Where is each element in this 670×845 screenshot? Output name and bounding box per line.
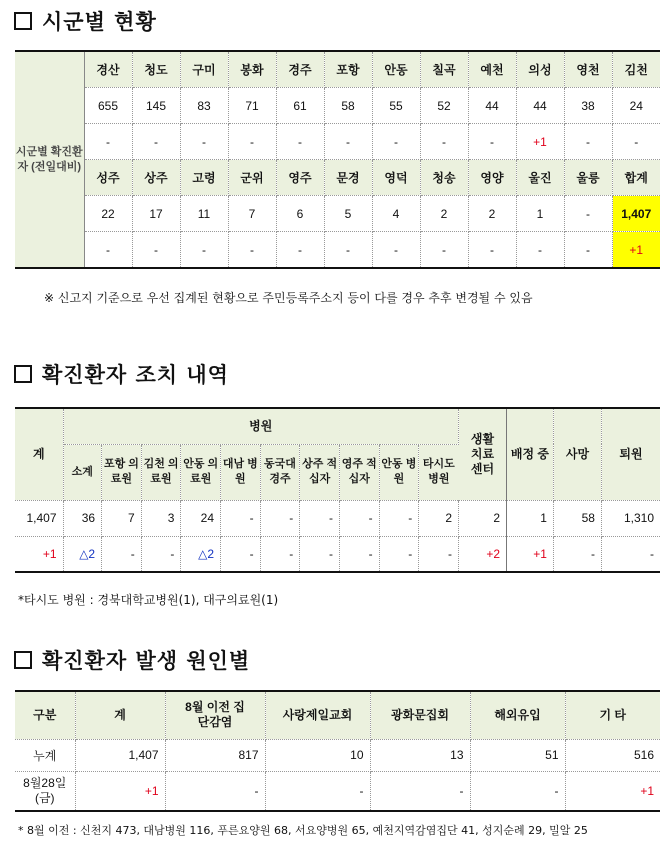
delta-cell: -: [564, 124, 612, 160]
city-header: 봉화: [228, 51, 276, 88]
delta-cell: -: [339, 536, 379, 572]
section-title-by-city: 시군별 현황: [14, 6, 157, 36]
count-cell: 145: [132, 88, 180, 124]
sub-header: 안동 의료원: [181, 444, 221, 500]
city-header: 고령: [180, 160, 228, 196]
delta-cell: -: [102, 536, 142, 572]
table-row: [15, 500, 660, 536]
count-cell: 655: [84, 88, 132, 124]
data-cell: 13: [370, 739, 470, 771]
city-header: 구미: [180, 51, 228, 88]
data-cell: 1: [507, 500, 554, 536]
delta-cell: -: [379, 536, 419, 572]
data-cell: -: [165, 771, 265, 811]
sub-header: 안동 병원: [379, 444, 419, 500]
treatment-table: [15, 407, 660, 573]
table-row: [15, 771, 660, 811]
count-cell: 71: [228, 88, 276, 124]
delta-cell: -: [420, 124, 468, 160]
sub-header: 김천 의료원: [141, 444, 181, 500]
sub-header: 대남 병원: [221, 444, 261, 500]
column-header: 기 타: [565, 691, 660, 739]
data-cell: -: [221, 500, 261, 536]
row-label: 8월28일 (금): [15, 771, 75, 811]
delta-cell: -: [221, 536, 261, 572]
count-cell: -: [564, 196, 612, 232]
data-cell: +1: [75, 771, 165, 811]
data-cell: 7: [102, 500, 142, 536]
discharge-header: 퇴원: [601, 408, 660, 500]
footnote-hospital: *타시도 병원 : 경북대학교병원(1), 대구의료원(1): [18, 593, 279, 607]
table-row: [15, 739, 660, 771]
table-row: [15, 408, 660, 444]
table-row: [15, 536, 660, 572]
count-cell: 2: [468, 196, 516, 232]
count-cell: 83: [180, 88, 228, 124]
delta-cell: -: [419, 536, 459, 572]
data-cell: 51: [470, 739, 565, 771]
data-cell: 817: [165, 739, 265, 771]
data-cell: -: [300, 500, 340, 536]
count-cell: 4: [372, 196, 420, 232]
delta-cell: +2: [459, 536, 507, 572]
footnote-cause: * 8월 이전 : 신천지 473, 대남병원 116, 푸른요양원 68, 서요양병원 65, 예천지역감염집단 41, 성지순례 29, 밀알 25: [18, 824, 588, 837]
delta-cell: -: [228, 124, 276, 160]
count-cell: 38: [564, 88, 612, 124]
count-cell: 61: [276, 88, 324, 124]
delta-cell: -: [228, 232, 276, 269]
delta-cell: -: [324, 124, 372, 160]
delta-cell: △2: [63, 536, 102, 572]
section-title-treatment: 확진환자 조치 내역: [14, 359, 229, 389]
total-header: 합계: [612, 160, 660, 196]
row-label: 누계: [15, 739, 75, 771]
delta-cell: -: [180, 232, 228, 269]
count-cell: 22: [84, 196, 132, 232]
data-cell: 24: [181, 500, 221, 536]
column-header: 사랑제일교회: [265, 691, 370, 739]
delta-cell: +1: [15, 536, 63, 572]
delta-cell: -: [141, 536, 181, 572]
data-cell: 516: [565, 739, 660, 771]
data-cell: +1: [565, 771, 660, 811]
cause-table: [15, 690, 660, 812]
total-count-cell: 1,407: [612, 196, 660, 232]
column-header: 구분: [15, 691, 75, 739]
data-cell: 10: [265, 739, 370, 771]
city-header: 울진: [516, 160, 564, 196]
checkbox-square-icon: [14, 651, 32, 669]
delta-cell: -: [276, 124, 324, 160]
data-cell: -: [470, 771, 565, 811]
table-row: [15, 160, 660, 196]
count-cell: 7: [228, 196, 276, 232]
delta-cell: +1: [507, 536, 554, 572]
delta-cell: -: [372, 124, 420, 160]
data-cell: 1,310: [601, 500, 660, 536]
side-label: 시군별 확진환자 (전일대비): [15, 51, 84, 268]
city-header: 영양: [468, 160, 516, 196]
delta-cell: -: [84, 124, 132, 160]
count-cell: 52: [420, 88, 468, 124]
delta-cell: -: [564, 232, 612, 269]
sub-header: 영주 적십자: [339, 444, 379, 500]
death-header: 사망: [553, 408, 601, 500]
footnote-city: ※ 신고지 기준으로 우선 집계된 현황으로 주민등록주소지 등이 다를 경우 추후 변경될 수 있음: [44, 291, 533, 305]
delta-cell: -: [132, 232, 180, 269]
data-cell: -: [339, 500, 379, 536]
count-cell: 58: [324, 88, 372, 124]
delta-cell: -: [372, 232, 420, 269]
delta-cell: -: [180, 124, 228, 160]
sub-header: 타시도 병원: [419, 444, 459, 500]
city-header: 의성: [516, 51, 564, 88]
count-cell: 55: [372, 88, 420, 124]
treatment-center-header: 생활 치료 센터: [459, 408, 507, 500]
city-header: 경주: [276, 51, 324, 88]
data-cell: -: [260, 500, 300, 536]
delta-cell: -: [324, 232, 372, 269]
city-header: 성주: [84, 160, 132, 196]
delta-cell: -: [300, 536, 340, 572]
section-title-cause: 확진환자 발생 원인별: [14, 645, 250, 675]
count-cell: 44: [516, 88, 564, 124]
delta-cell: -: [468, 124, 516, 160]
table-row: [15, 124, 660, 160]
data-cell: 3: [141, 500, 181, 536]
sub-header: 포항 의료원: [102, 444, 142, 500]
delta-cell: -: [420, 232, 468, 269]
data-cell: 2: [459, 500, 507, 536]
city-header: 칠곡: [420, 51, 468, 88]
column-header: 8월 이전 집단감염: [165, 691, 265, 739]
checkbox-square-icon: [14, 365, 32, 383]
table-row: [15, 88, 660, 124]
data-cell: -: [265, 771, 370, 811]
count-cell: 44: [468, 88, 516, 124]
delta-cell: -: [612, 124, 660, 160]
column-header: 광화문집회: [370, 691, 470, 739]
delta-cell: -: [553, 536, 601, 572]
checkbox-square-icon: [14, 12, 32, 30]
sub-header: 상주 적십자: [300, 444, 340, 500]
city-header: 군위: [228, 160, 276, 196]
column-header: 계: [75, 691, 165, 739]
table-row: [15, 232, 660, 269]
count-cell: 5: [324, 196, 372, 232]
city-header: 청도: [132, 51, 180, 88]
city-header: 경산: [84, 51, 132, 88]
delta-cell: -: [468, 232, 516, 269]
sub-header: 소계: [63, 444, 102, 500]
data-cell: 58: [553, 500, 601, 536]
city-header: 영천: [564, 51, 612, 88]
assigning-header: 배정 중: [507, 408, 554, 500]
data-cell: -: [379, 500, 419, 536]
delta-cell: -: [516, 232, 564, 269]
data-cell: 1,407: [15, 500, 63, 536]
delta-cell: -: [276, 232, 324, 269]
total-delta-cell: +1: [612, 232, 660, 269]
sub-header: 동국대 경주: [260, 444, 300, 500]
count-cell: 1: [516, 196, 564, 232]
city-header: 문경: [324, 160, 372, 196]
city-header: 예천: [468, 51, 516, 88]
city-header: 김천: [612, 51, 660, 88]
city-header: 상주: [132, 160, 180, 196]
count-cell: 17: [132, 196, 180, 232]
data-cell: -: [370, 771, 470, 811]
delta-cell: △2: [181, 536, 221, 572]
data-cell: 1,407: [75, 739, 165, 771]
count-cell: 2: [420, 196, 468, 232]
city-header: 영덕: [372, 160, 420, 196]
total-header: 계: [15, 408, 63, 500]
table-row: [15, 691, 660, 739]
column-header: 해외유입: [470, 691, 565, 739]
city-status-table: [15, 50, 660, 269]
count-cell: 11: [180, 196, 228, 232]
city-header: 안동: [372, 51, 420, 88]
delta-cell: -: [260, 536, 300, 572]
city-header: 울릉: [564, 160, 612, 196]
delta-cell: +1: [516, 124, 564, 160]
data-cell: 36: [63, 500, 102, 536]
hospital-header: 병원: [63, 408, 459, 444]
table-row: [15, 51, 660, 88]
count-cell: 24: [612, 88, 660, 124]
count-cell: 6: [276, 196, 324, 232]
city-header: 영주: [276, 160, 324, 196]
delta-cell: -: [132, 124, 180, 160]
data-cell: 2: [419, 500, 459, 536]
city-header: 포항: [324, 51, 372, 88]
delta-cell: -: [84, 232, 132, 269]
delta-cell: -: [601, 536, 660, 572]
table-row: [15, 196, 660, 232]
city-header: 청송: [420, 160, 468, 196]
